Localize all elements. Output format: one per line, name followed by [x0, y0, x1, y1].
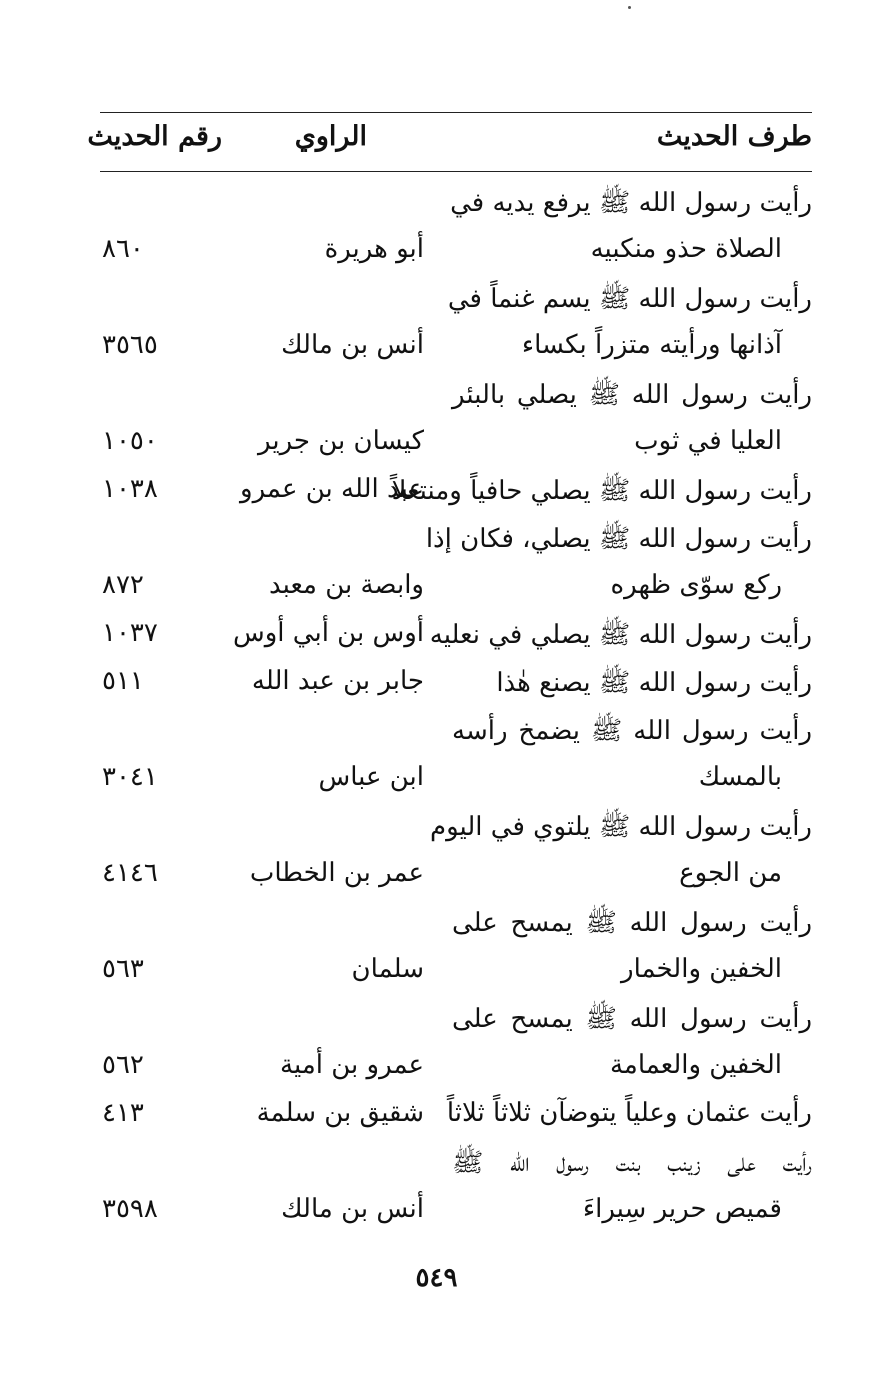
hadith-text-line: بالمسك — [698, 762, 782, 792]
hadith-number-cell: ٨٦٠ — [102, 234, 144, 264]
header-hadith-number: رقم الحديث — [87, 121, 222, 152]
table-row — [100, 666, 812, 714]
hadith-text-line: رأيت رسول الله ﷺ يرفع يديه في — [450, 188, 812, 218]
hadith-text-line: الخفين والعمامة — [609, 1050, 782, 1080]
hadith-text-line: رأيت رسول الله ﷺ يمسح على — [452, 908, 812, 938]
hadith-number-cell: ٤١٤٦ — [102, 858, 158, 888]
narrator-cell: عمر بن الخطاب — [249, 858, 424, 888]
table-row — [100, 714, 812, 762]
header-hadith-text: طرف الحديث — [656, 121, 812, 152]
hadith-text-line: رأيت رسول الله ﷺ يصلي، فكان إذا — [425, 524, 812, 554]
table-row — [100, 186, 812, 234]
table-header — [87, 112, 812, 172]
hadith-number-cell: ٥١١ — [102, 666, 144, 696]
hadith-number-cell: ١٠٣٨ — [102, 474, 158, 504]
page-number: ٥٤٩ — [415, 1263, 458, 1293]
hadith-text-line: رأيت رسول الله ﷺ يمسح على — [452, 1004, 812, 1034]
table-row — [100, 282, 812, 330]
hadith-text-line: رأيت عثمان وعلياً يتوضآن ثلاثاً ثلاثاً — [446, 1098, 812, 1128]
hadith-number-cell: ٥٦٢ — [102, 1050, 144, 1080]
hadith-text-line: رأيت رسول الله ﷺ يصلي في نعليه — [429, 620, 812, 650]
hadith-text-line: رأيت رسول الله ﷺ يلتوي في اليوم — [430, 812, 812, 842]
table-row — [100, 426, 812, 474]
header-narrator: الراوي — [294, 121, 367, 152]
narrator-cell: أبو هريرة — [324, 234, 424, 264]
narrator-cell: عمرو بن أمية — [280, 1050, 424, 1080]
hadith-number-cell: ٣٠٤١ — [102, 762, 158, 792]
hadith-text-line: الخفين والخمار — [621, 954, 782, 984]
hadith-text-line: آذانها ورأيته متزراً بكساء — [521, 330, 782, 360]
hadith-number-cell: ١٠٥٠ — [102, 426, 158, 456]
hadith-text-line: قميص حرير سِيراءَ — [582, 1194, 782, 1224]
table-row — [100, 522, 812, 570]
table-row — [100, 954, 812, 1002]
hadith-text-line: من الجوع — [679, 858, 782, 888]
table-row — [100, 1002, 812, 1050]
table-row — [100, 1050, 812, 1098]
hadith-text-line: الصلاة حذو منكبيه — [590, 234, 782, 264]
table-row — [100, 906, 812, 954]
hadith-text-line: رأيت رسول الله ﷺ يضمخ رأسه — [452, 716, 812, 746]
narrator-cell: أنس بن مالك — [281, 330, 424, 360]
table-row — [100, 810, 812, 858]
table-row — [100, 618, 812, 666]
narrator-cell: أوس بن أبي أوس — [233, 618, 424, 648]
table-row — [100, 762, 812, 810]
table-row — [100, 1146, 812, 1194]
narrator-cell: أنس بن مالك — [281, 1194, 424, 1224]
table-row — [100, 234, 812, 282]
scan-speck — [628, 6, 631, 9]
hadith-number-cell: ٨٧٢ — [102, 570, 144, 600]
narrator-cell: عبد الله بن عمرو — [240, 474, 424, 504]
hadith-number-cell: ٤١٣ — [102, 1098, 144, 1128]
hadith-text-line: رأيت رسول الله ﷺ يصلي بالبئر — [452, 380, 812, 410]
hadith-number-cell: ٣٥٩٨ — [102, 1194, 158, 1224]
narrator-cell: شقيق بن سلمة — [256, 1098, 424, 1128]
hadith-text-line: رأيت رسول الله ﷺ يصنع هٰذا — [496, 668, 812, 698]
hadith-text-line: رأيت على زينب بنت رسول الله ﷺ — [452, 1148, 812, 1178]
hadith-number-cell: ٥٦٣ — [102, 954, 144, 984]
table-row — [100, 570, 812, 618]
narrator-cell: جابر بن عبد الله — [251, 666, 424, 696]
narrator-cell: وابصة بن معبد — [268, 570, 424, 600]
narrator-cell: سلمان — [351, 954, 424, 984]
table-row — [100, 858, 812, 906]
hadith-text-line: رأيت رسول الله ﷺ يصلي حافياً ومنتعلاً — [391, 476, 812, 506]
hadith-text-line: العليا في ثوب — [634, 426, 782, 456]
hadith-number-cell: ١٠٣٧ — [102, 618, 158, 648]
narrator-cell: ابن عباس — [318, 762, 424, 792]
table-row — [100, 1098, 812, 1146]
table-row — [100, 330, 812, 378]
table-row — [100, 474, 812, 522]
hadith-number-cell: ٣٥٦٥ — [102, 330, 158, 360]
hadith-text-line: رأيت رسول الله ﷺ يسم غنماً في — [447, 284, 812, 314]
table-row — [100, 378, 812, 426]
narrator-cell: كيسان بن جرير — [258, 426, 424, 456]
table-row — [100, 1194, 812, 1242]
hadith-text-line: ركع سوّى ظهره — [610, 570, 782, 600]
